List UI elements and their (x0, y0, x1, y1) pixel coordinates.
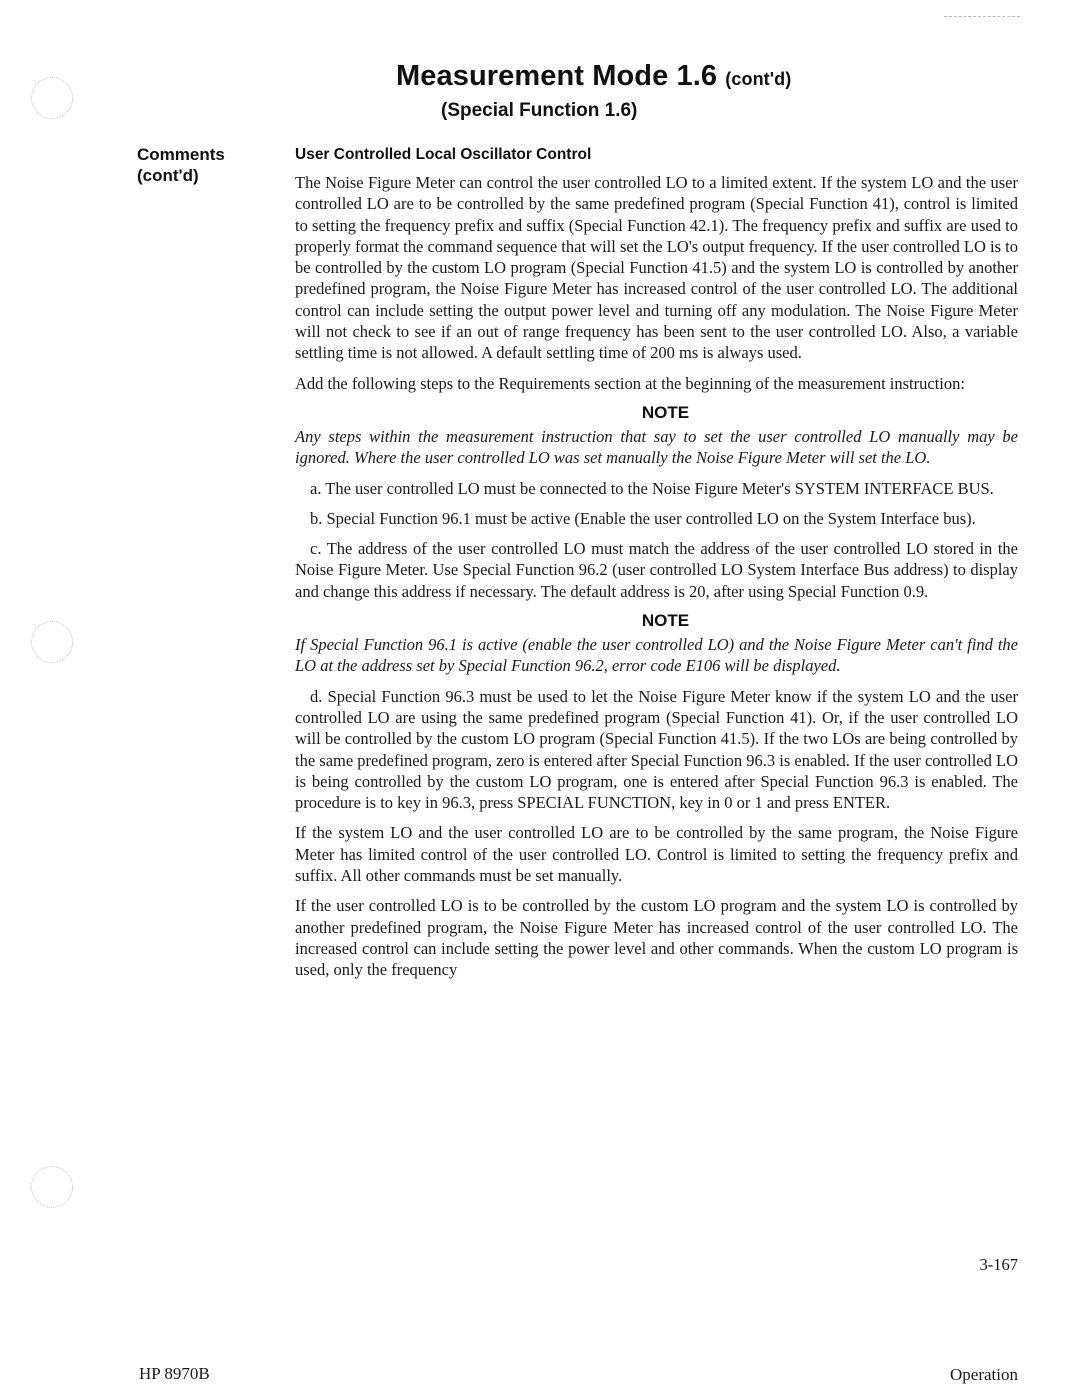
note-heading-2: NOTE (641, 611, 690, 631)
footer-section: Operation (950, 1365, 1018, 1384)
page-title (396, 60, 791, 93)
step-b: b. Special Function 96.1 must be active (Enable the user controlled LO on the System Interface bus). (310, 508, 976, 528)
punch-hole-top (31, 77, 73, 119)
step-c: c. The address of the user controlled LO must match the address of the user controlled LO stored in the Noise Figure Meter. Use Special Function 96.2 (user controlled LO System Interface Bus address) to display and change this address if necessary. The default address is 20, after using Special Function 0.9. (295, 539, 1018, 601)
step-a: a. The user controlled LO must be connected to the Noise Figure Meter's SYSTEM INTERFACE BUS. (310, 478, 994, 498)
section-heading: User Controlled Local Oscillator Control (295, 146, 592, 163)
punch-hole-middle (31, 621, 73, 663)
side-heading (137, 144, 267, 186)
page-number: 3-167 (979, 1255, 1018, 1274)
custom-program-paragraph: If the user controlled LO is to be controlled by the custom LO program and the system LO is controlled by another predefined program, the Noise Figure Meter has increased control of the user controlled LO. The increased control can include setting the power level and other commands. When the custom LO program is used, only the frequency (295, 896, 1018, 980)
title-suffix: (cont'd) (725, 69, 792, 89)
punch-hole-bottom (31, 1166, 73, 1208)
page-subtitle: (Special Function 1.6) (441, 100, 638, 121)
add-steps-paragraph: Add the following steps to the Requirements section at the beginning of the measurement instruction: (295, 373, 965, 393)
side-heading-line-1: Comments (137, 145, 225, 164)
title-main: Measurement Mode 1.6 (396, 60, 718, 92)
main-content (295, 145, 1018, 990)
intro-paragraph: The Noise Figure Meter can control the user controlled LO to a limited extent. If the system LO and the user controlled LO are to be controlled by the same predefined program (Special Function 41), control is limited to setting the frequency prefix and suffix (Special Function 42.1). The frequency prefix and suffix are used to properly format the command sequence that will set the LO's output frequency. If the user controlled LO is to be controlled by the custom LO program (Special Function 41.5) and the system LO is controlled by another predefined program, the Noise Figure Meter has increased control of the user controlled LO. The additional control can include setting the output power level and turning off any modulation. The Noise Figure Meter will not check to see if an out of range frequency has been sent to the user controlled LO. Also, a variable settling time is not allowed. A default settling time of 200 ms is always used. (295, 173, 1018, 363)
footer-model: HP 8970B (139, 1364, 210, 1383)
note-text-1: Any steps within the measurement instruction that say to set the user controlled LO manually may be ignored. Where the user controlled LO was set manually the Noise Figure Meter will set the LO. (295, 426, 1018, 468)
side-heading-line-2: (cont'd) (137, 166, 199, 185)
scan-corner-mark (944, 16, 1020, 17)
note-heading-1: NOTE (641, 402, 690, 422)
same-program-paragraph: If the system LO and the user controlled LO are to be controlled by the same program, the Noise Figure Meter has limited control of the user controlled LO. Control is limited to setting the frequency prefix and suffix. All other commands must be set manually. (295, 823, 1018, 886)
note-text-2: If Special Function 96.1 is active (enable the user controlled LO) and the Noise Figure Meter can't find the LO at the address set by Special Function 96.2, error code E106 will be displayed. (295, 635, 1018, 676)
step-d: d. Special Function 96.3 must be used to let the Noise Figure Meter know if the system LO and the user controlled LO are using the same predefined program (Special Function 41). Or, if the user controlled LO will be controlled by the custom LO program (Special Function 41.5). If the two LOs are being controlled by the same predefined program, zero is entered after Special Function 96.3 is enabled. If the user controlled LO is being controlled by the custom LO program, one is entered after Special Function 96.3 is enabled. The procedure is to key in 96.3, press SPECIAL FUNCTION, key in 0 or 1 and press ENTER. (295, 686, 1018, 813)
